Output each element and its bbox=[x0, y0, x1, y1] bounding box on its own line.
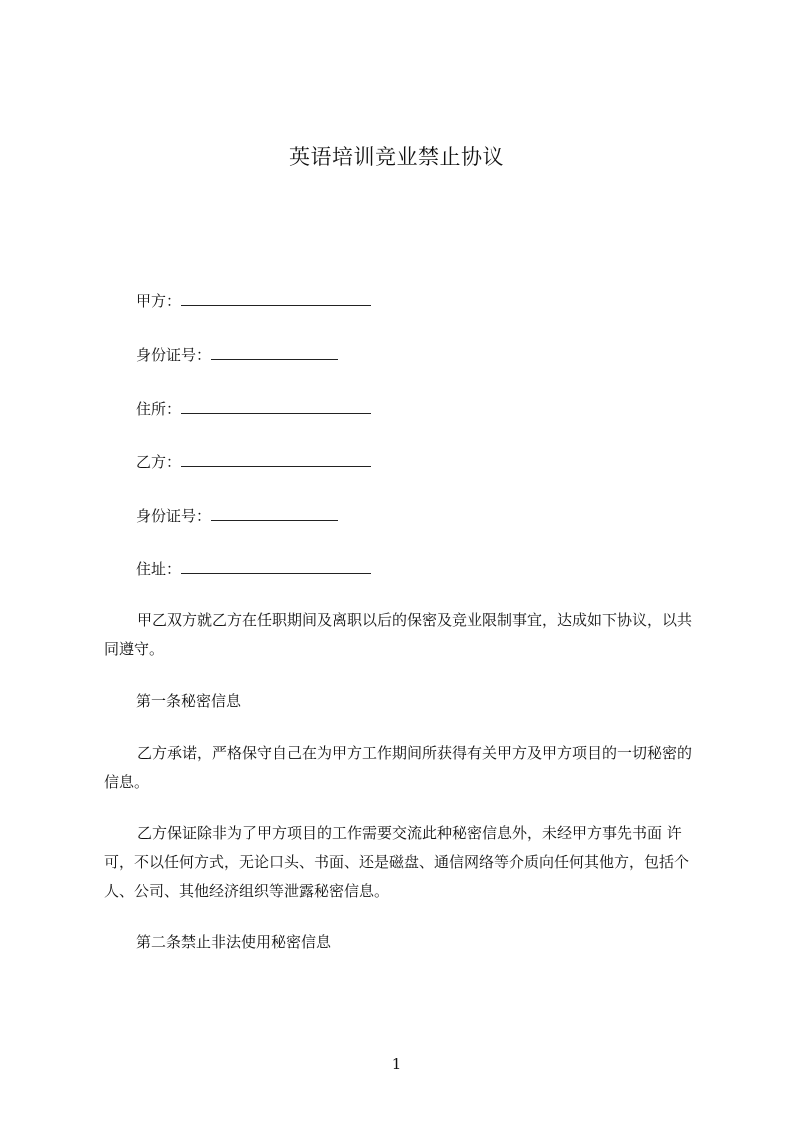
article-1-paragraph-2: 乙方保证除非为了甲方项目的工作需要交流此种秘密信息外，未经甲方事先书面 许可，不以任何方式，无论口头、书面、还是磁盘、通信网络等介质向任何其他方，包括个人、公司、其他经济组织等泄露秘密信息。 bbox=[104, 824, 690, 900]
party-b-address-blank[interactable] bbox=[181, 558, 371, 574]
party-a-address-field bbox=[136, 398, 371, 419]
article-2-heading: 第二条禁止非法使用秘密信息 bbox=[136, 933, 332, 951]
article-1-paragraph-1: 乙方承诺，严格保守自己在为甲方工作期间所获得有关甲方及甲方项目的一切秘密的信息。 bbox=[104, 744, 693, 791]
party-a-id-field bbox=[136, 344, 338, 365]
document-title: 英语培训竞业禁止协议 bbox=[289, 145, 504, 169]
article-1-heading: 第一条秘密信息 bbox=[136, 692, 242, 710]
party-b-field bbox=[136, 451, 371, 472]
party-a-address-label: 住所： bbox=[136, 400, 182, 418]
party-a-label: 甲方： bbox=[136, 292, 182, 310]
party-a-blank[interactable] bbox=[181, 290, 371, 306]
page-number: 1 bbox=[391, 1055, 402, 1073]
party-b-id-label: 身份证号： bbox=[136, 507, 212, 525]
party-a-field bbox=[136, 290, 371, 311]
party-b-address-label: 住址： bbox=[136, 560, 182, 578]
party-b-id-field bbox=[136, 505, 338, 526]
intro-paragraph: 甲乙双方就乙方在任职期间及离职以后的保密及竞业限制事宜，达成如下协议，以共同遵守。 bbox=[104, 611, 693, 658]
party-a-address-blank[interactable] bbox=[181, 398, 371, 414]
party-b-address-field bbox=[136, 558, 371, 579]
party-b-id-blank[interactable] bbox=[211, 505, 338, 521]
party-a-id-blank[interactable] bbox=[211, 344, 338, 360]
party-b-label: 乙方： bbox=[136, 453, 182, 471]
party-a-id-label: 身份证号： bbox=[136, 346, 212, 364]
party-b-blank[interactable] bbox=[181, 451, 371, 467]
